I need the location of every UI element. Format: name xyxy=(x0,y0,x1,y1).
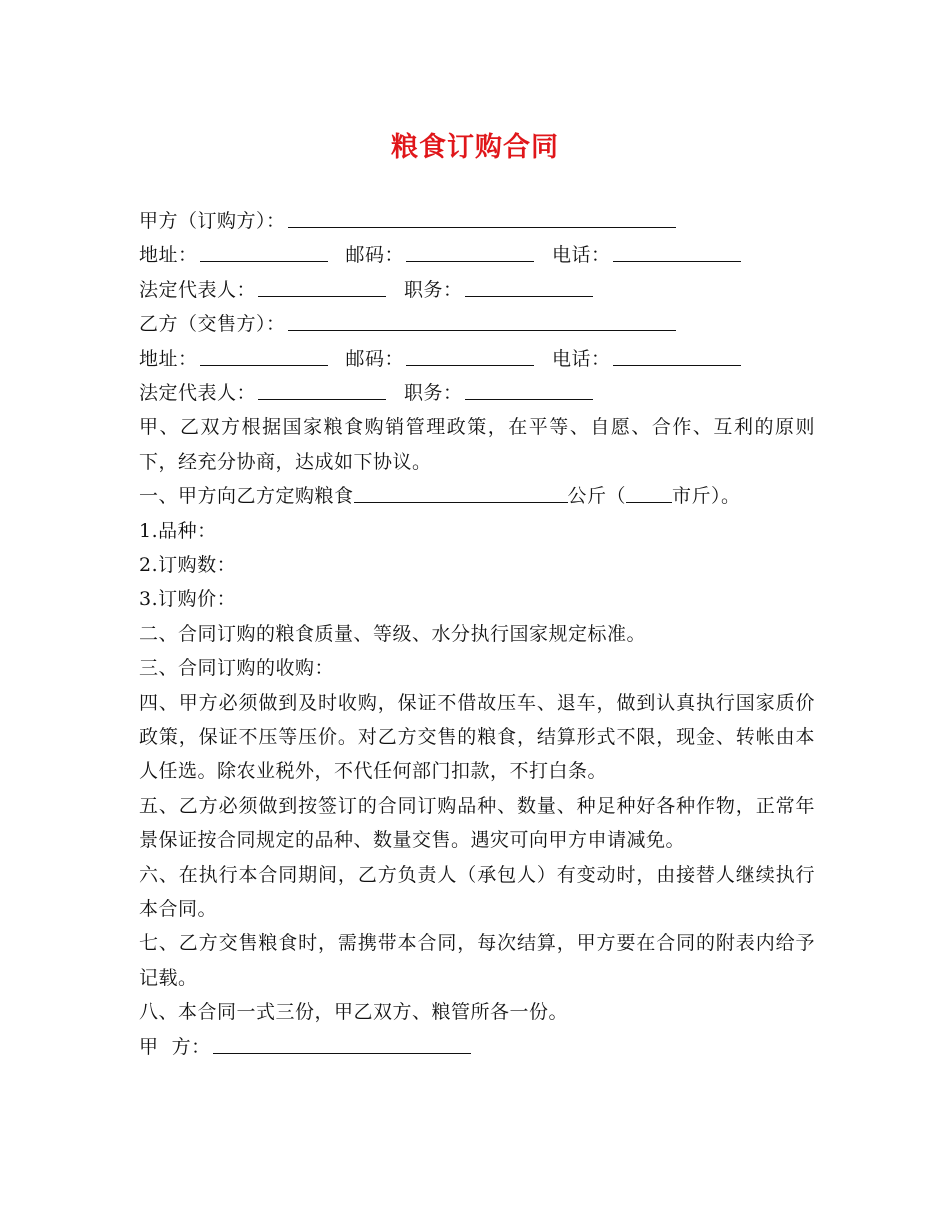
party-a-legal-rep-label: 法定代表人： xyxy=(139,278,257,301)
clause-1-jin-blank[interactable] xyxy=(626,482,672,503)
party-a-rep-line xyxy=(139,273,815,307)
party-b-label: 乙方（交售方）： xyxy=(139,313,286,336)
party-a-position-label: 职务： xyxy=(404,278,463,301)
party-b-line xyxy=(139,307,815,341)
document-title: 粮食订购合同 xyxy=(391,132,559,163)
party-a-postcode-blank[interactable] xyxy=(406,241,534,262)
signature-party-a-blank[interactable] xyxy=(213,1033,471,1054)
party-b-postcode-label: 邮码： xyxy=(345,347,405,370)
party-a-line xyxy=(139,204,815,238)
party-a-postcode-label: 邮码： xyxy=(345,244,405,267)
clause-4: 四、甲方必须做到及时收购，保证不借故压车、退车，做到认真执行国家质价政策，保证不压等压价。对乙方交售的粮食，结算形式不限，现金、转帐由本人任选。除农业税外，不代任何部门扣款，不打白条。 xyxy=(139,691,815,783)
party-b-blank[interactable] xyxy=(288,310,676,331)
clause-1-line xyxy=(139,479,815,513)
clause-5: 五、乙方必须做到按签订的合同订购品种、数量、种足种好各种作物，正常年景保证按合同规定的品种、数量交售。遇灾可向甲方申请减免。 xyxy=(139,794,815,852)
party-a-address-label: 地址： xyxy=(139,244,198,267)
party-b-phone-label: 电话： xyxy=(552,347,611,370)
item-price: 3.订购价： xyxy=(139,588,237,611)
party-a-legal-rep-blank[interactable] xyxy=(258,276,386,297)
party-a-blank[interactable] xyxy=(288,207,676,228)
party-a-contact-line xyxy=(139,238,815,272)
party-b-position-label: 职务： xyxy=(404,381,463,404)
party-b-position-blank[interactable] xyxy=(465,379,593,400)
party-b-address-label: 地址： xyxy=(139,347,198,370)
party-b-legal-rep-label: 法定代表人： xyxy=(139,381,257,404)
party-b-postcode-blank[interactable] xyxy=(406,345,534,366)
party-b-rep-line xyxy=(139,376,815,410)
party-b-legal-rep-blank[interactable] xyxy=(258,379,386,400)
party-b-phone-blank[interactable] xyxy=(613,345,741,366)
document-body xyxy=(139,204,815,1064)
clause-1-prefix: 一、甲方向乙方定购粮食 xyxy=(139,485,354,508)
clause-7: 七、乙方交售粮食时，需携带本合同，每次结算，甲方要在合同的附表内给予记载。 xyxy=(139,932,815,989)
clause-1-unit-kg: 公斤（ xyxy=(567,485,627,508)
party-a-address-blank[interactable] xyxy=(200,241,328,262)
clause-3: 三、合同订购的收购： xyxy=(139,657,335,680)
party-a-position-blank[interactable] xyxy=(465,276,593,297)
signature-party-a-label: 甲 方： xyxy=(139,1035,211,1058)
clause-6: 六、在执行本合同期间，乙方负责人（承包人）有变动时，由接替人继续执行本合同。 xyxy=(139,863,815,920)
item-variety: 1.品种： xyxy=(139,519,217,542)
clause-8: 八、本合同一式三份，甲乙双方、粮管所各一份。 xyxy=(139,1001,569,1024)
intro-paragraph: 甲、乙双方根据国家粮食购销管理政策，在平等、自愿、合作、互利的原则下，经充分协商，达成如下协议。 xyxy=(139,416,815,473)
party-a-label: 甲方（订购方）： xyxy=(139,210,286,232)
party-b-address-blank[interactable] xyxy=(200,345,328,366)
party-a-phone-label: 电话： xyxy=(552,244,611,267)
signature-party-a-line xyxy=(139,1030,815,1064)
clause-2: 二、合同订购的粮食质量、等级、水分执行国家规定标准。 xyxy=(139,622,647,645)
party-a-phone-blank[interactable] xyxy=(613,241,741,262)
item-quantity: 2.订购数： xyxy=(139,553,237,576)
clause-1-unit-jin: 市斤）。 xyxy=(672,485,741,508)
party-b-contact-line xyxy=(139,342,815,376)
clause-1-quantity-blank[interactable] xyxy=(354,482,568,503)
